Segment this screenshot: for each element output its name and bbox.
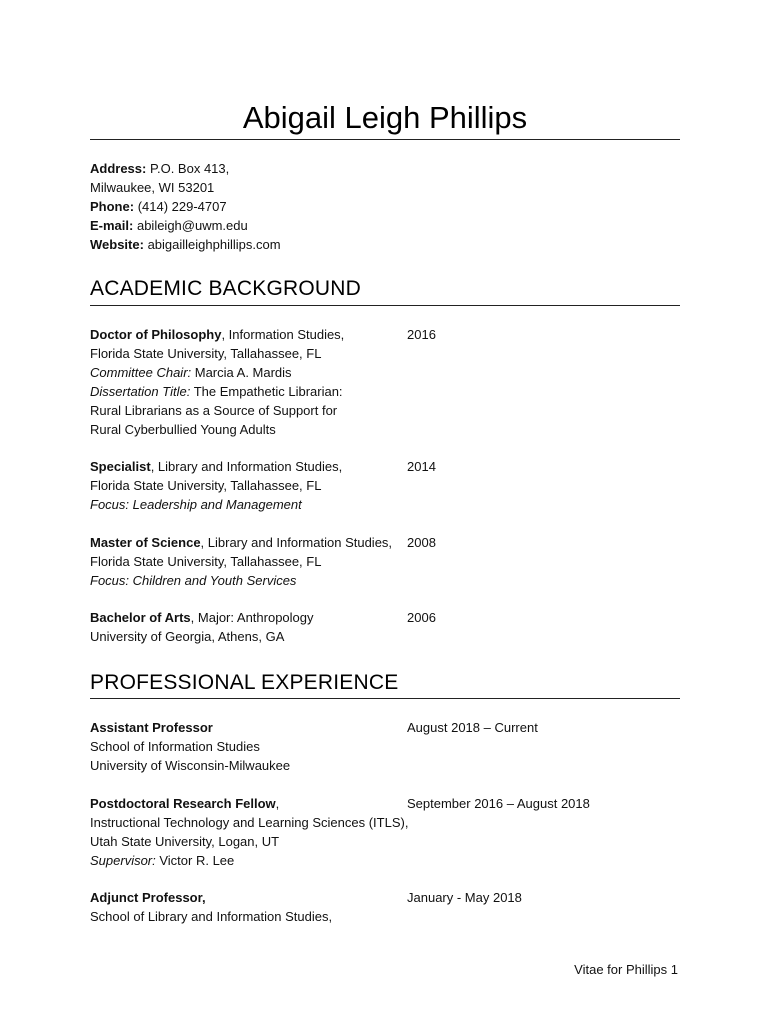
website-value: abigailleighphillips.com — [147, 237, 281, 252]
position-date: January - May 2018 — [407, 890, 522, 905]
department-line: School of Information Studies — [90, 739, 260, 754]
dissertation-title-part3: Rural Cyberbullied Young Adults — [90, 422, 276, 437]
dissertation-title-part2: Rural Librarians as a Source of Support for — [90, 403, 338, 418]
degree-detail: , Major: Anthropology — [190, 610, 314, 625]
department-line: School of Library and Information Studies, — [90, 909, 333, 924]
entry-title-line — [90, 325, 680, 344]
email-value: abileigh@uwm.edu — [136, 218, 248, 233]
email-row — [90, 216, 281, 235]
professional-divider — [90, 698, 680, 699]
degree-detail: , Information Studies, — [221, 327, 345, 342]
title-divider — [90, 139, 680, 140]
degree-date: 2016 — [407, 327, 436, 342]
dissertation-label: Dissertation Title: — [90, 384, 191, 399]
degree-date: 2006 — [407, 610, 436, 625]
institution-line: Florida State University, Tallahassee, FL — [90, 554, 322, 569]
address-label: Address: — [90, 161, 147, 176]
education-entry-specialist — [90, 457, 680, 514]
institution-line: Utah State University, Logan, UT — [90, 834, 280, 849]
supervisor-label: Supervisor: — [90, 853, 156, 868]
dissertation-title-part1: The Empathetic Librarian: — [190, 384, 343, 399]
department-line: Instructional Technology and Learning Sciences (ITLS), — [90, 815, 409, 830]
entry-title-line — [90, 888, 680, 907]
address-row — [90, 159, 281, 178]
address-line2: Milwaukee, WI 53201 — [90, 180, 215, 195]
entry-title-line — [90, 608, 680, 627]
position-date: August 2018 – Current — [407, 720, 538, 735]
phone-value: (414) 229-4707 — [137, 199, 227, 214]
page-title: Abigail Leigh Phillips — [242, 100, 528, 135]
committee-chair-line — [90, 363, 680, 382]
position-title: Assistant Professor — [90, 720, 213, 735]
degree-title: Bachelor of Arts — [90, 610, 191, 625]
degree-date: 2014 — [407, 459, 436, 474]
email-label: E-mail: — [90, 218, 134, 233]
contact-block — [90, 159, 281, 254]
page-footer: Vitae for Phillips 1 — [574, 962, 678, 977]
address-line1: P.O. Box 413, — [149, 161, 230, 176]
website-label: Website: — [90, 237, 144, 252]
institution-line: University of Wisconsin-Milwaukee — [90, 758, 291, 773]
degree-detail: , Library and Information Studies, — [150, 459, 343, 474]
experience-entry-adjunct — [90, 888, 680, 926]
website-row — [90, 235, 281, 254]
entry-title-line — [90, 794, 680, 813]
position-title: Postdoctoral Research Fellow — [90, 796, 276, 811]
focus-line: Focus: Children and Youth Services — [90, 573, 297, 588]
academic-divider — [90, 305, 680, 306]
education-entry-bachelors — [90, 608, 680, 646]
experience-entry-assistant-professor — [90, 718, 680, 775]
phone-label: Phone: — [90, 199, 135, 214]
entry-title-line — [90, 457, 680, 476]
committee-chair-value: Marcia A. Mardis — [191, 365, 292, 380]
education-entry-masters — [90, 533, 680, 590]
degree-detail: , Library and Information Studies, — [200, 535, 393, 550]
supervisor-line — [90, 851, 680, 870]
position-title-comma: , — [275, 796, 280, 811]
degree-title: Master of Science — [90, 535, 201, 550]
professional-heading: PROFESSIONAL EXPERIENCE — [90, 671, 399, 694]
committee-chair-label: Committee Chair: — [90, 365, 192, 380]
experience-entry-postdoc — [90, 794, 680, 870]
institution-line: University of Georgia, Athens, GA — [90, 629, 285, 644]
academic-heading: ACADEMIC BACKGROUND — [90, 277, 361, 300]
institution-line: Florida State University, Tallahassee, FL — [90, 346, 322, 361]
phone-row — [90, 197, 281, 216]
entry-title-line — [90, 718, 680, 737]
position-title: Adjunct Professor, — [90, 890, 206, 905]
education-entry-phd — [90, 325, 680, 439]
position-date: September 2016 – August 2018 — [407, 796, 590, 811]
degree-title: Specialist — [90, 459, 151, 474]
degree-date: 2008 — [407, 535, 436, 550]
entry-title-line — [90, 533, 680, 552]
dissertation-line — [90, 382, 680, 401]
focus-line: Focus: Leadership and Management — [90, 497, 302, 512]
degree-title: Doctor of Philosophy — [90, 327, 222, 342]
supervisor-value: Victor R. Lee — [155, 853, 235, 868]
institution-line: Florida State University, Tallahassee, FL — [90, 478, 322, 493]
